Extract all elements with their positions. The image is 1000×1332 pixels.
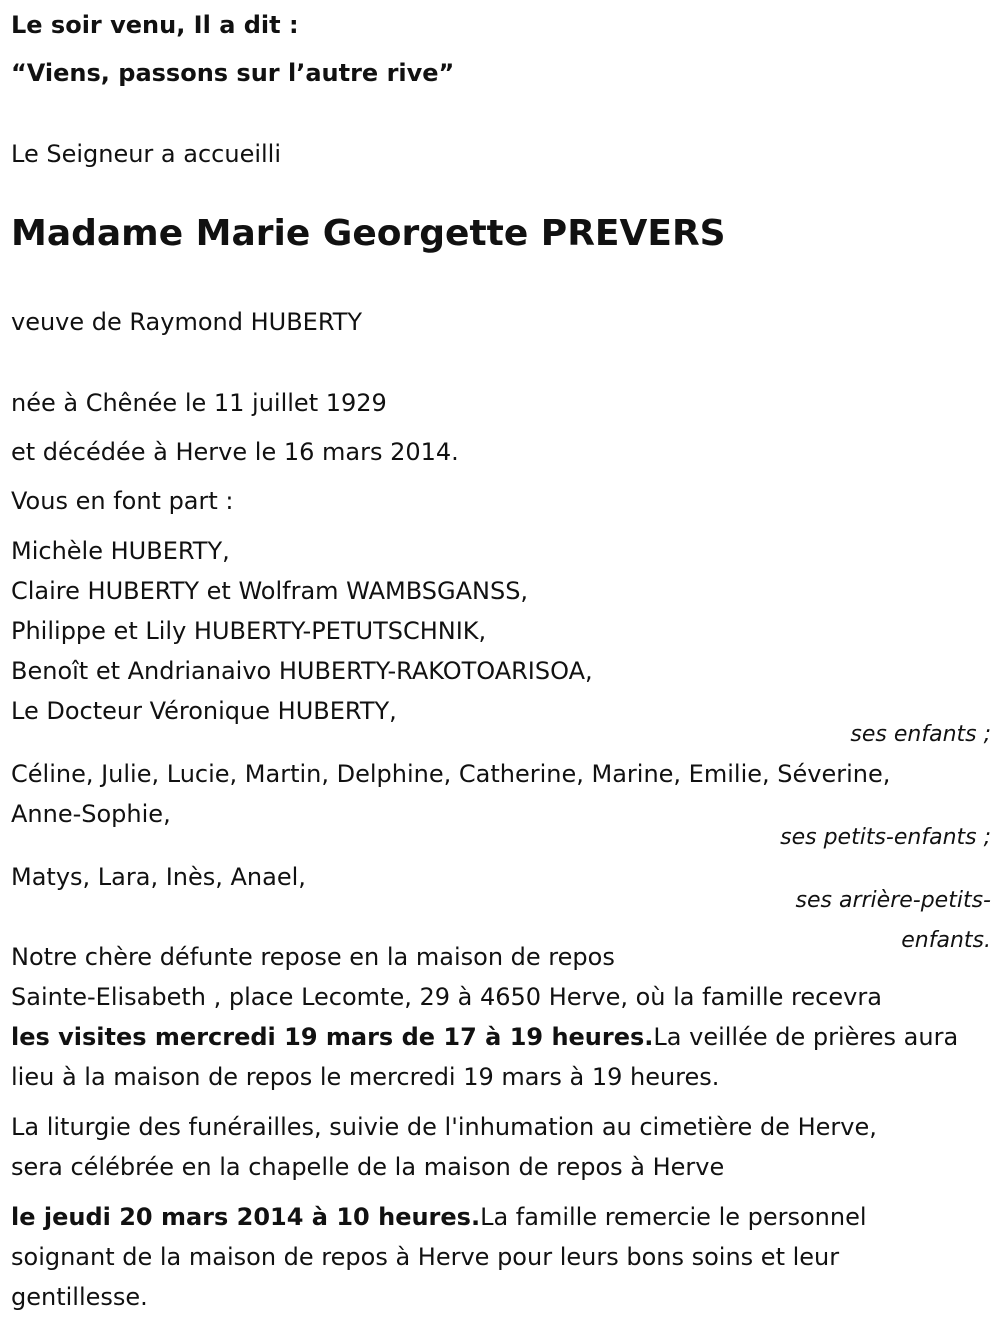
vigil-line: lieu à la maison de repos le mercredi 19 mars à 19 heures. — [11, 1063, 720, 1091]
child-name: Michèle HUBERTY, — [11, 537, 230, 565]
visits-bold: les visites mercredi 19 mars de 17 à 19 heures. — [11, 1023, 654, 1051]
child-name: Le Docteur Véronique HUBERTY, — [11, 697, 397, 725]
child-name: Philippe et Lily HUBERTY-PETUTSCHNIK, — [11, 617, 487, 645]
birth-text: née à Chênée le 11 juillet 1929 — [11, 389, 387, 417]
grandchildren-line: Céline, Julie, Lucie, Martin, Delphine, Catherine, Marine, Emilie, Séverine, — [11, 760, 891, 788]
deceased-name: Madame Marie Georgette PREVERS — [11, 213, 726, 254]
announcement-intro: Vous en font part : — [11, 487, 234, 515]
grandchildren-line: Anne-Sophie, — [11, 800, 171, 828]
quote-line-1: Le soir venu, Il a dit : — [11, 11, 299, 39]
children-role: ses enfants ; — [850, 722, 991, 747]
child-name: Claire HUBERTY et Wolfram WAMBSGANSS, — [11, 577, 529, 605]
quote-line-2: “Viens, passons sur l’autre rive” — [11, 59, 455, 87]
great-grandchildren-role-1: ses arrière-petits- — [795, 888, 991, 913]
rest-line-2: Sainte-Elisabeth , place Lecomte, 29 à 4650 Herve, où la famille recevra — [11, 983, 882, 1011]
great-grandchildren-names: Matys, Lara, Inès, Anael, — [11, 863, 306, 891]
thanks-line-2: soignant de la maison de repos à Herve pour leurs bons soins et leur — [11, 1243, 840, 1271]
grandchildren-role: ses petits-enfants ; — [780, 825, 991, 850]
thanks-line-3: gentillesse. — [11, 1283, 148, 1311]
rest-line-1: Notre chère défunte repose en la maison de repos — [11, 943, 615, 971]
death-text: et décédée à Herve le 16 mars 2014. — [11, 438, 459, 466]
funeral-date-bold: le jeudi 20 mars 2014 à 10 heures. — [11, 1203, 481, 1231]
intro-text: Le Seigneur a accueilli — [11, 140, 282, 168]
child-name: Benoît et Andrianaivo HUBERTY-RAKOTOARISOA, — [11, 657, 593, 685]
visits-rest: La veillée de prières aura — [653, 1023, 959, 1051]
spouse-text: veuve de Raymond HUBERTY — [11, 308, 363, 336]
funeral-date-line — [11, 1202, 867, 1232]
visits-line — [11, 1022, 958, 1052]
great-grandchildren-role-2: enfants. — [901, 928, 991, 953]
liturgy-line-2: sera célébrée en la chapelle de la maison de repos à Herve — [11, 1153, 725, 1181]
liturgy-line-1: La liturgie des funérailles, suivie de l'inhumation au cimetière de Herve, — [11, 1113, 877, 1141]
thanks-rest: La famille remercie le personnel — [480, 1203, 867, 1231]
